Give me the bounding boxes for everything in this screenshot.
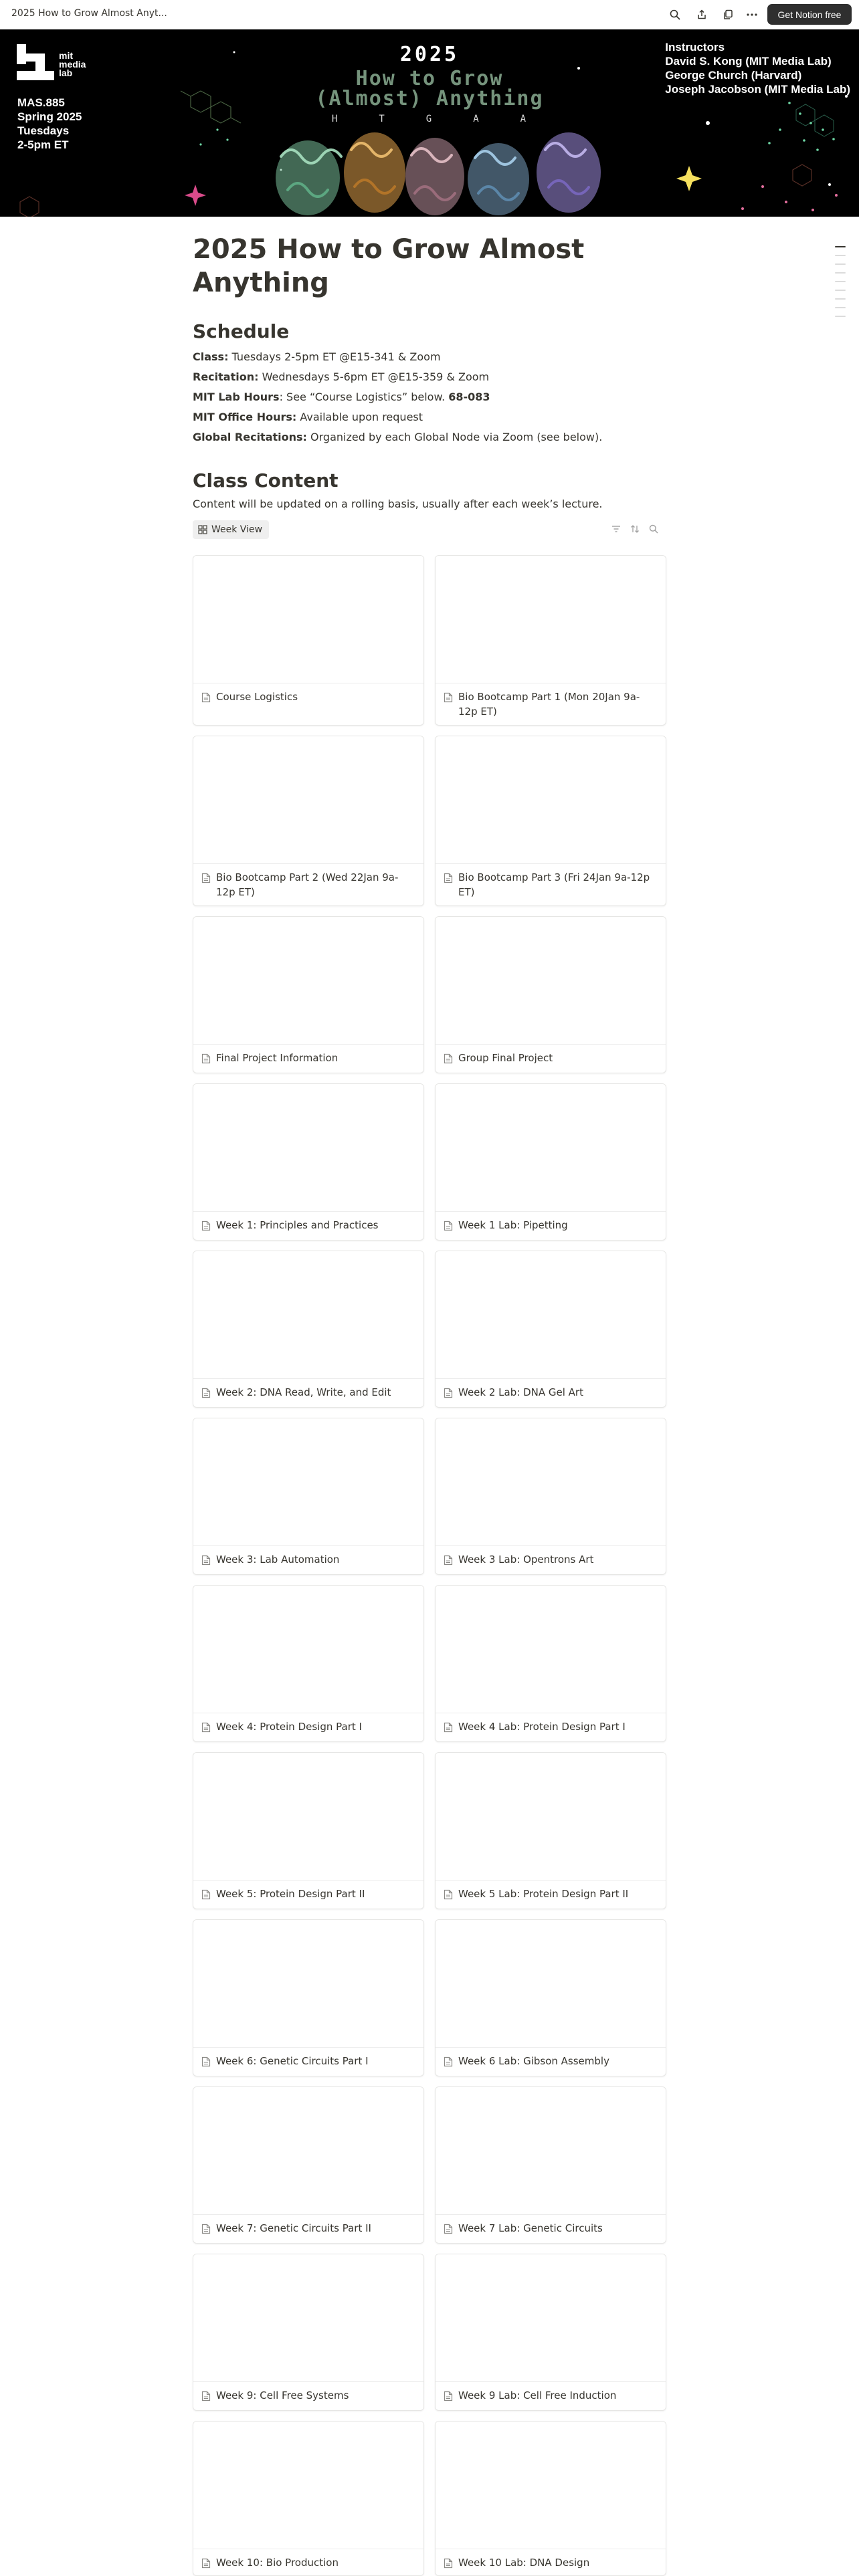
card-cover [193,1251,423,1379]
card-cover [193,736,423,864]
page-icon [201,1722,211,1733]
filter-icon[interactable] [610,523,622,535]
card-cover [436,2422,666,2549]
page-icon [201,2224,211,2234]
schedule-office-hours: MIT Office Hours: Available upon request [193,411,423,423]
table-of-contents-minimap[interactable] [835,246,846,324]
card-cover [193,2254,423,2382]
card-cover [193,1753,423,1881]
page-icon [201,1220,211,1231]
banner-acronym: H T G A A [331,114,528,124]
instructors-heading: Instructors [665,41,725,53]
course-term: Spring 2025 [17,110,82,123]
instructors [665,40,850,96]
gallery-card[interactable] [435,1585,666,1742]
card-cover [193,1920,423,2048]
card-cover [436,556,666,683]
page-icon [201,692,211,703]
page-icon [444,2391,453,2401]
gallery-card[interactable] [435,2254,666,2411]
gallery-card[interactable] [193,2254,424,2411]
instructor-name: George Church (Harvard) [665,69,802,82]
page-icon [201,1889,211,1900]
class-content-note: Content will be updated on a rolling basis, usually after each week’s lecture. [193,498,603,510]
gallery-card[interactable] [193,1083,424,1241]
page-icon [444,1722,453,1733]
gallery-card[interactable] [193,1919,424,2076]
banner-title-line-1: How to Grow [355,67,504,90]
sort-icon[interactable] [629,523,641,535]
gallery-card[interactable] [193,916,424,1073]
page-icon [444,2558,453,2569]
gallery-card[interactable] [193,1418,424,1575]
course-number: MAS.885 [17,96,65,109]
card-cover [193,1586,423,1713]
gallery-card[interactable] [435,1919,666,2076]
schedule-recitation: Recitation: Wednesdays 5-6pm ET @E15-359 & Zoom [193,370,490,383]
page-icon [444,1388,453,1398]
search-icon[interactable] [648,523,660,535]
card-title: Week 7 Lab: Genetic Circuits [458,2222,603,2234]
page-icon [444,2224,453,2234]
instructor-name: Joseph Jacobson (MIT Media Lab) [665,83,850,96]
card-cover [436,1418,666,1546]
page-icon [201,1555,211,1566]
card-title: Week 10: Bio Production [216,2557,339,2569]
course-day: Tuesdays [17,124,70,137]
card-title: Week 4 Lab: Protein Design Part I [458,1721,626,1733]
card-cover [436,1251,666,1379]
card-cover [193,2422,423,2549]
page-icon [201,2558,211,2569]
card-title: Week 7: Genetic Circuits Part II [216,2222,371,2234]
gallery-card[interactable] [193,1251,424,1408]
gallery-card[interactable] [435,736,666,906]
page-icon [444,1053,453,1064]
card-title: Week 2 Lab: DNA Gel Art [458,1386,583,1398]
card-cover [436,2087,666,2215]
page-icon [444,1555,453,1566]
gallery-card[interactable] [193,555,424,726]
gallery-card[interactable] [193,2421,424,2576]
page-icon [201,873,211,883]
card-title: Final Project Information [216,1052,339,1064]
course-time: 2-5pm ET [17,138,69,151]
card-title: Week 9 Lab: Cell Free Induction [458,2389,617,2401]
gallery-card[interactable] [435,916,666,1073]
more-icon[interactable] [743,6,761,23]
card-title: Group Final Project [458,1052,553,1064]
card-title: Week 5: Protein Design Part II [216,1888,365,1900]
card-cover [436,1920,666,2048]
cover-banner [0,29,859,217]
page-icon [201,1053,211,1064]
gallery-card[interactable] [193,736,424,906]
schedule-class: Class: Tuesdays 2-5pm ET @E15-341 & Zoom [193,350,441,363]
page-icon [444,692,453,703]
page-icon [201,2056,211,2067]
schedule-global-recitations: Global Recitations: Organized by each Global Node via Zoom (see below). [193,431,603,443]
page-icon [444,1889,453,1900]
card-title: Week 3 Lab: Opentrons Art [458,1553,594,1566]
card-cover [193,1084,423,1212]
gallery-card[interactable] [435,2421,666,2576]
gallery-card[interactable] [435,555,666,726]
gallery-card[interactable] [193,2086,424,2244]
card-title: Week 5 Lab: Protein Design Part II [458,1888,629,1900]
card-cover [436,1753,666,1881]
search-icon[interactable] [666,6,684,23]
card-cover [193,2087,423,2215]
week-view-label: Week View [211,524,263,535]
instructor-name: David S. Kong (MIT Media Lab) [665,55,832,68]
card-cover [193,1418,423,1546]
card-title: Week 3: Lab Automation [216,1553,340,1566]
card-title: Week 1: Principles and Practices [216,1219,379,1231]
card-title: Bio Bootcamp Part 2 (Wed 22Jan 9a-12p ET) [216,871,399,898]
card-title: Bio Bootcamp Part 3 (Fri 24Jan 9a-12p ET) [458,871,650,898]
banner-title-line-2: (Almost) Anything [315,87,544,110]
share-icon[interactable] [693,6,710,23]
card-cover [436,1586,666,1713]
page-title: 2025 How to Grow Almost Anything [193,234,585,298]
gallery-card[interactable] [435,2086,666,2244]
schedule-heading: Schedule [193,320,290,342]
gallery-card[interactable] [435,1752,666,1909]
card-title: Week 6 Lab: Gibson Assembly [458,2055,609,2067]
card-cover [436,1084,666,1212]
gallery-card[interactable] [435,1251,666,1408]
card-cover [436,917,666,1045]
get-notion-free-button[interactable]: Get Notion free [767,4,852,25]
card-title: Week 10 Lab: DNA Design [458,2557,590,2569]
card-cover [193,917,423,1045]
card-cover [436,736,666,864]
page-icon [201,2391,211,2401]
card-title: Week 9: Cell Free Systems [216,2389,349,2401]
gallery-card[interactable] [435,1418,666,1575]
schedule-lab-hours: MIT Lab Hours: See “Course Logistics” below. 68-083 [193,391,490,403]
card-title: Course Logistics [216,691,298,703]
week-view-tab[interactable] [193,520,269,539]
page-icon [444,1220,453,1231]
page-icon [201,1388,211,1398]
card-title: Week 2: DNA Read, Write, and Edit [216,1386,391,1398]
card-title: Week 1 Lab: Pipetting [458,1219,568,1231]
banner-year: 2025 [399,43,460,66]
gallery-card[interactable] [193,1585,424,1742]
duplicate-icon[interactable] [719,6,737,23]
page-icon [444,2056,453,2067]
card-cover [436,2254,666,2382]
card-title: Week 6: Genetic Circuits Part I [216,2055,369,2067]
gallery-card[interactable] [435,1083,666,1241]
gallery-icon [198,525,207,534]
page-icon [444,873,453,883]
gallery-card[interactable] [193,1752,424,1909]
breadcrumb[interactable]: 2025 How to Grow Almost Anyt... [11,8,167,19]
card-cover [193,556,423,683]
mit-media-lab-wordmark: mit media lab [59,50,86,78]
card-title: Week 4: Protein Design Part I [216,1721,362,1733]
top-bar [0,0,859,29]
card-title: Bio Bootcamp Part 1 (Mon 20Jan 9a-12p ET) [458,691,640,718]
class-content-heading: Class Content [193,469,339,492]
